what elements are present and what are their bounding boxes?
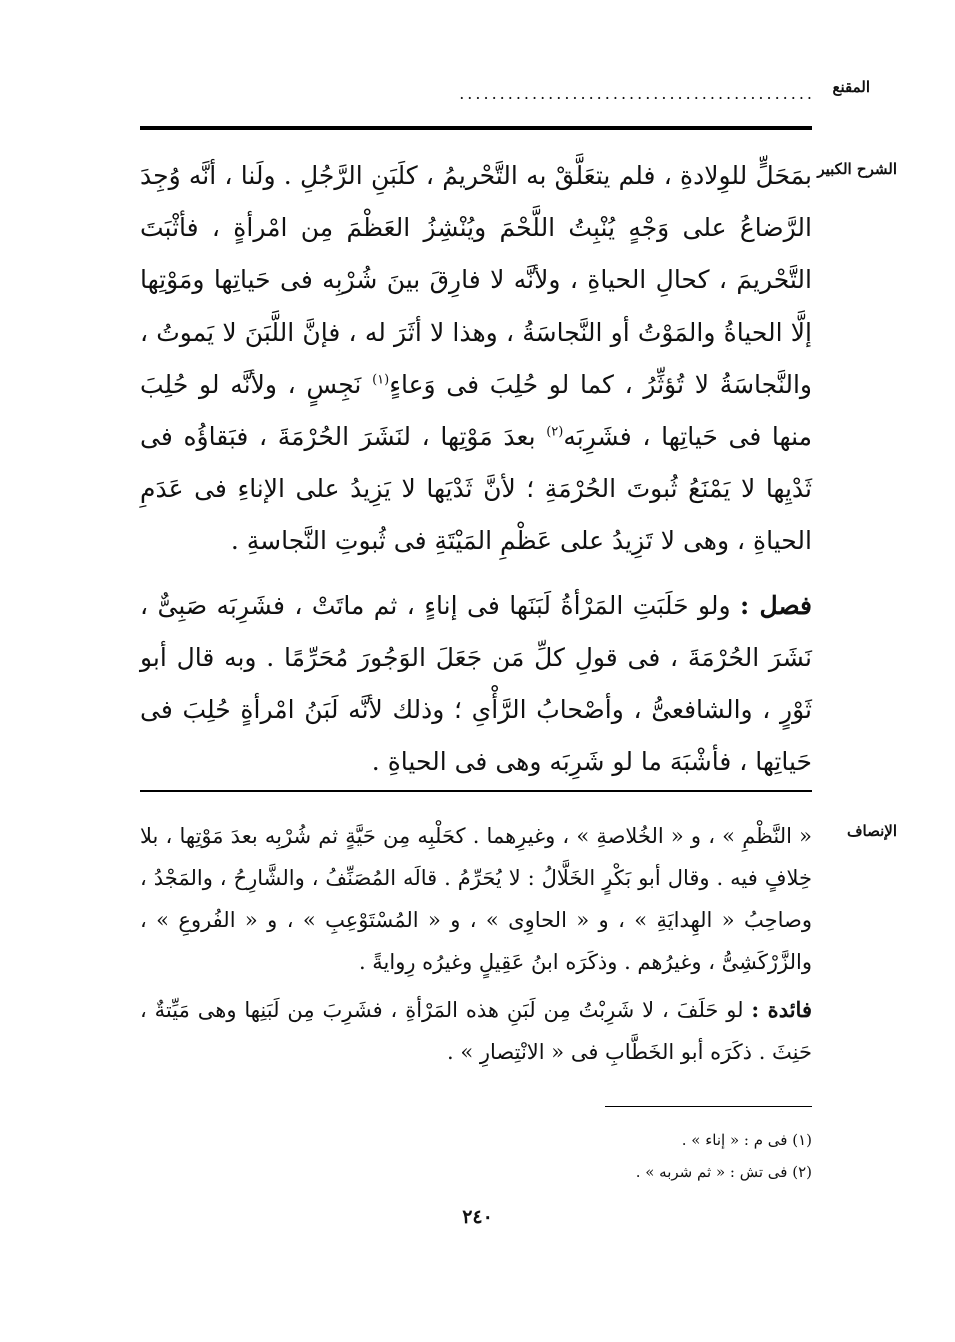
main-text-segment: ولو حَلَبَتِ المَرْأةُ لَبَنَها فى إناءٍ ، ثم ماتَتْ ، فشَرِبَه صَبِىٌّ ، نَشَرَ الحُرْمَةَ ، فى قولِ كلِّ مَن جَعَلَ الوَجُورَ مُحَرِّمًا . وبه قال أبو ثَوْرٍ ، والشافعىُّ ، وأصْحابُ الرَّأْىِ ؛ وذلك لأنَّه لَبَنُ امْرأةٍ حُلِبَ فى حَياتِها ، فأشْبَهَ ما لو شَرِبَه وهى فى الحياةِ . — [140, 590, 812, 777]
insaf-text-segment: لو حَلَفَ ، لا شَرِبْتُ مِن لَبَنِ هذه المَرْأةِ ، فشَرِبَ مِن لَبَنِها وهى مَيِّتةٌ ، حَنِثَ . ذكَرَه أبو الخَطَّابِ فى « الانْتِصارِ » . — [140, 998, 812, 1064]
footnote-ref-1: (١) — [372, 372, 390, 388]
footnote-ref-2: (٢) — [546, 424, 564, 440]
page-number: ٢٤٠ — [462, 1206, 493, 1228]
section-lead-fasl: فصل : — [740, 590, 813, 620]
footnote-2: (٢) فى تش : « ثم شربه » . — [635, 1163, 812, 1181]
main-commentary-text — [140, 150, 812, 788]
main-text-segment: بعدَ مَوْتِها ، لنَشَرَ الحُرْمَةَ ، فبَقاؤُه فى ثَدْيِها لا يَمْنَعُ ثُبوتَ الحُرْمَةِ ؛ لأنَّ ثَدْيَها لا يَزِيدُ على الإناءِ فى عَدَمِ الحياةِ ، وهى لا تَزِيدُ على عَظْمِ المَيْتَةِ فى ثُبوتِ النَّجاسةِ . — [140, 422, 812, 556]
main-text-segment: نَجِسٍ ، ولأنَّه لو حُلِبَ منها فى حَياتِها ، فشَرِبَه — [140, 369, 812, 452]
insaf-text — [140, 815, 812, 1073]
main-text-segment: بمَحَلٍّ للوِلادةِ ، فلم يتعَلَّقْ به التَّحْريمُ ، كلَبَنِ الرَّجُلِ . ولَنا ، أنَّه وُجِدَ الرَّضاعُ على وَجْهٍ يُنْبِتُ اللَّحْمَ ويُنْشِزُ العَظْمَ مِن امْرأةٍ ، فأثْبَتَ التَّحْريمَ ، كحالِ الحياةِ ، ولأنَّه لا فارِقَ بينَ شُرْبِه فى حَياتِها ومَوْتِها إلَّا الحياةُ والمَوْتُ أو النَّجاسَةُ ، وهذا لا أثَرَ له ، فإنَّ اللَّبَنَ لا يَموتُ ، والنَّجاسَةُ لا تُؤثِّرُ ، كما لو حُلِبَ فى وَعاءٍ — [140, 161, 812, 399]
header-dot-leader: ............................................ — [459, 84, 815, 103]
benefit-lead: فائدة : — [751, 997, 812, 1022]
insaf-paragraph-benefit — [140, 989, 812, 1073]
main-paragraph-2 — [140, 580, 812, 789]
insaf-paragraph-1: « النَّظْمِ » ، و « الخُلاصةِ » ، وغيرِهما . كحَلْبِه مِن حَيَّةٍ ثم شُرْبِه بعدَ مَوْتِها ، بلا خِلافٍ فيه . وقال أبو بَكْرٍ الخَلَّالُ : لا يُحَرِّمُ . قالَه المُصَنِّفُ ، والشَّارِحُ ، والمَجْدُ ، وصاحِبُ « الهِدايَةِ » ، و « الحاوِى » ، و « المُسْتَوْعِبِ » ، و « الفُروعِ » ، والزَّرْكَشِىُّ ، وغيرُهم . وذكَرَه ابنُ عَقِيلٍ وغيرُه رِوايةً . — [140, 824, 812, 974]
footnote-rule — [605, 1106, 812, 1107]
section-divider-rule — [140, 790, 812, 792]
header-rule — [140, 126, 812, 130]
running-title: المقنع — [832, 78, 870, 96]
footnotes — [140, 1124, 812, 1188]
margin-label-sharh: الشرح الكبير — [817, 160, 897, 178]
main-paragraph-1 — [140, 150, 812, 568]
footnote-1: (١) فى م : « إناء » . — [681, 1131, 812, 1149]
margin-label-insaf: الإنصاف — [846, 822, 897, 840]
running-header — [140, 78, 870, 108]
